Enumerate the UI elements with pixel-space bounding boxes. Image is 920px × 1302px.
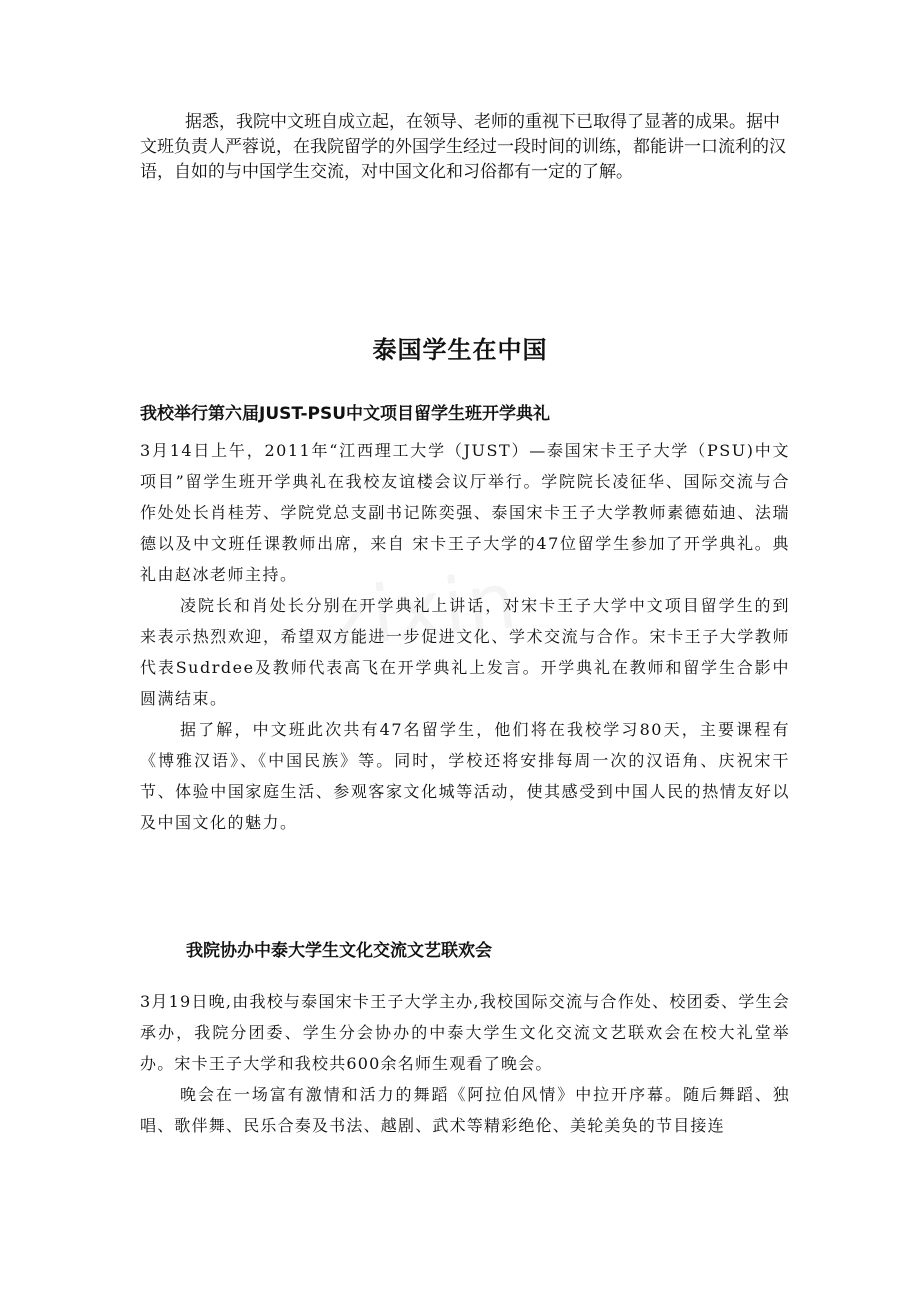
article1-heading: 我校举行第六届JUST-PSU中文项目留学生班开学典礼 <box>140 404 551 424</box>
intro-section <box>140 110 790 185</box>
article1-paragraph: 据了解，中文班此次共有47名留学生，他们将在我校学习80天，主要课程有《博雅汉语》、《中国民族》等。同时，学校还将安排每周一次的汉语角、庆祝宋干节、体验中国家庭生活、参观客家文化城等活动，使其感受到中国人民的热情友好以及中国文化的魅力。 <box>140 720 790 832</box>
article1-paragraph: 3月14日上午，2011年“江西理工大学（JUST）—泰国宋卡王子大学（PSU)中文项目”留学生班开学典礼在我校友谊楼会议厅举行。学院院长凌征华、国际交流与合作处处长肖桂芳、学院党总支副书记陈奕强、泰国宋卡王子大学教师素德茹迪、法瑞德以及中文班任课教师出席，来自 宋卡王子大学的47位留学生参加了开学典礼。典礼由赵冰老师主持。 <box>140 441 790 584</box>
article2-paragraph: 晚会在一场富有激情和活力的舞蹈《阿拉伯风情》中拉开序幕。随后舞蹈、独唱、歌伴舞、民乐合奏及书法、越剧、武术等精彩绝伦、美轮美奂的节目接连 <box>140 1085 790 1135</box>
article1-body <box>140 435 790 838</box>
article2-heading: 我院协办中泰大学生文化交流文艺联欢会 <box>186 941 492 961</box>
article2-paragraph: 3月19日晚,由我校与泰国宋卡王子大学主办,我校国际交流与合作处、校团委、学生会承办，我院分团委、学生分会协办的中泰大学生文化交流文艺联欢会在校大礼堂举办。宋卡王子大学和我校共600余名师生观看了晚会。 <box>140 992 790 1073</box>
intro-paragraph: 据悉，我院中文班自成立起，在领导、老师的重视下已取得了显著的成果。据中文班负责人严蓉说，在我院留学的外国学生经过一段时间的训练，都能讲一口流利的汉语，自如的与中国学生交流，对中国文化和习俗都有一定的了解。 <box>140 112 786 182</box>
main-title: 泰国学生在中国 <box>372 336 548 364</box>
article1-paragraph: 凌院长和肖处长分别在开学典礼上讲话，对宋卡王子大学中文项目留学生的到来表示热烈欢迎，希望双方能进一步促进文化、学术交流与合作。宋卡王子大学教师代表Sudrdee及教师代表高飞在开学典礼上发言。开学典礼在教师和留学生合影中圆满结束。 <box>140 596 790 708</box>
article2-body <box>140 986 790 1141</box>
